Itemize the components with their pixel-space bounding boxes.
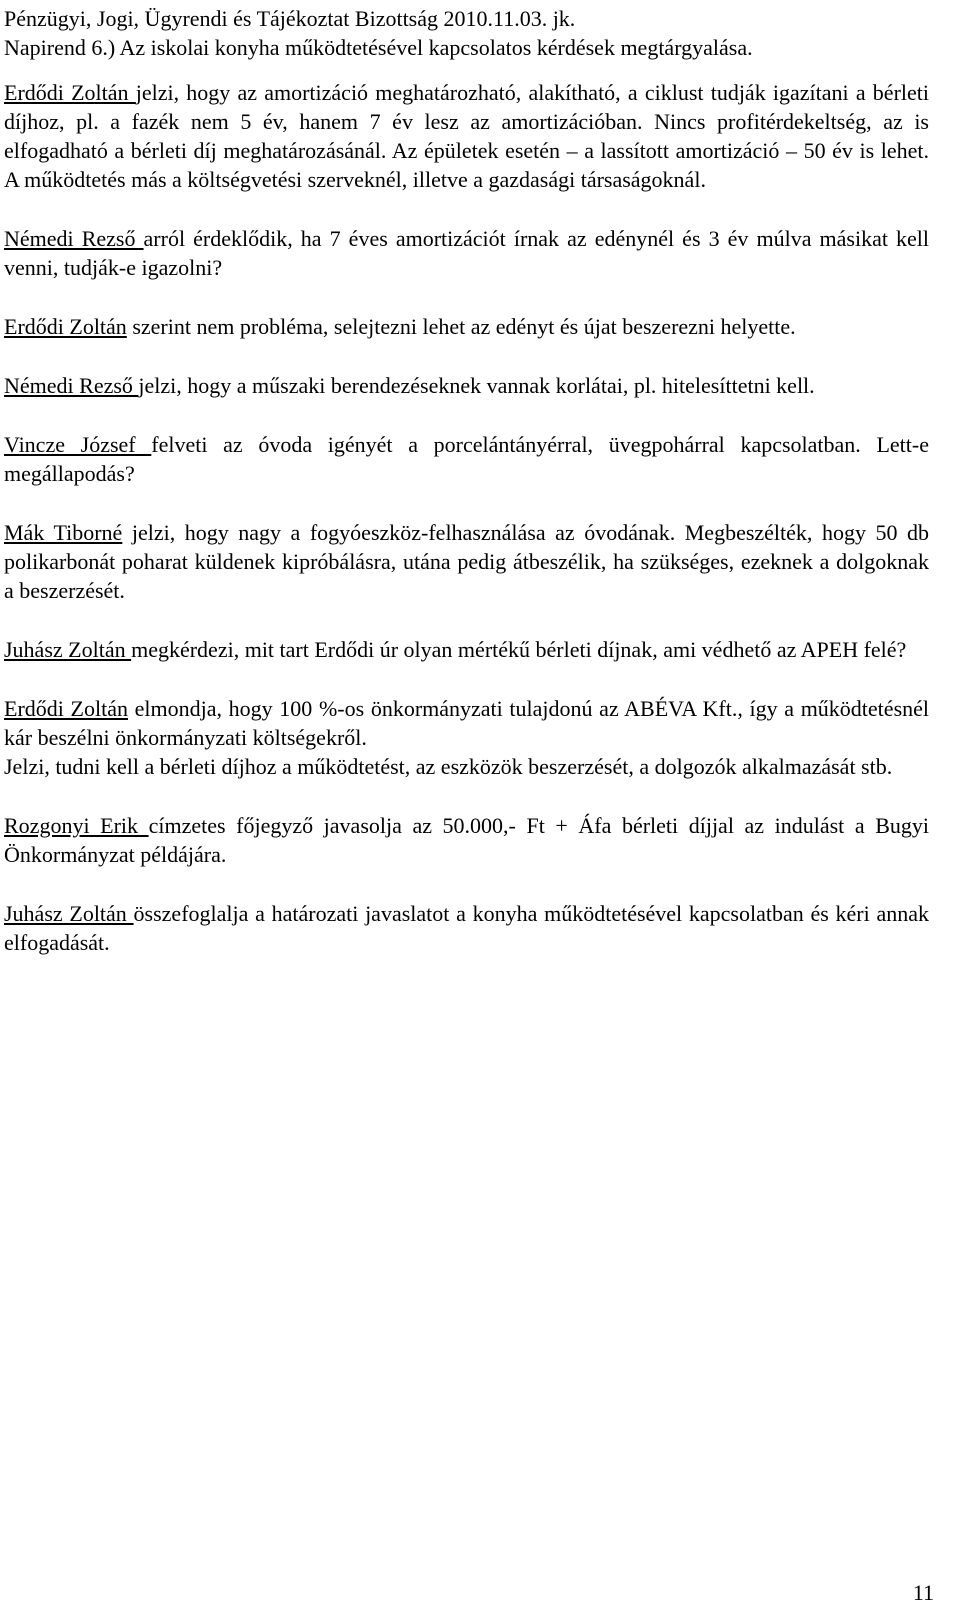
- speaker-name: Némedi Rezső: [4, 226, 144, 251]
- paragraph: [4, 224, 929, 282]
- header-title: Pénzügyi, Jogi, Ügyrendi és Tájékoztat Bizottság 2010.11.03. jk.: [4, 6, 576, 31]
- paragraph-text: megkérdezi, mit tart Erdődi úr olyan mértékű bérleti díjnak, ami védhető az APEH felé?: [131, 637, 907, 662]
- paragraph-text: szerint nem probléma, selejtezni lehet az edényt és újat beszerezni helyette.: [126, 314, 796, 339]
- speaker-name: Erdődi Zoltán: [4, 80, 136, 105]
- paragraph-text: jelzi, hogy nagy a fogyóeszköz-felhasználása az óvodának. Megbeszélték, hogy 50 db polikarbonát poharat küldenek kipróbálásra, utána pedig átbeszélik, ha szükséges, ezeknek a dolgoknak a beszerzését.: [4, 520, 929, 603]
- paragraph-text: arról érdeklődik, ha 7 éves amortizációt írnak az edénynél és 3 év múlva másikat kell venni, tudják-e igazolni?: [4, 226, 930, 280]
- paragraph: [4, 371, 929, 400]
- paragraph: [4, 694, 929, 752]
- paragraph: [4, 78, 929, 194]
- speaker-name: Mák Tiborné: [4, 520, 123, 545]
- speaker-name: Vincze József: [4, 432, 152, 457]
- paragraph-text: jelzi, hogy az amortizáció meghatározható, alakítható, a ciklust tudják igazítani a bérleti díjhoz, pl. a fazék nem 5 év, hanem 7 év lesz az amortizációban. Nincs profitérdekeltség, az is elfogadható a bérleti díj meghatározásánál. Az épületek esetén – a lassított amortizáció – 50 év is lehet. A működtetés más a költségvetési szerveknél, illetve a gazdasági társaságoknál.: [4, 80, 930, 192]
- speaker-name: Erdődi Zoltán: [4, 314, 127, 339]
- speaker-name: Erdődi Zoltán: [4, 696, 128, 721]
- paragraph: [4, 899, 929, 957]
- document-body: [4, 78, 929, 987]
- speaker-name: Juhász Zoltán: [4, 901, 134, 926]
- speaker-name: Némedi Rezső: [4, 373, 139, 398]
- paragraph: [4, 518, 929, 605]
- paragraph: [4, 312, 929, 341]
- paragraph-text: elmondja, hogy 100 %-os önkormányzati tulajdonú az ABÉVA Kft., így a működtetésnél kár beszélni önkormányzati költségekről.: [4, 696, 930, 750]
- paragraph-text: címzetes főjegyző javasolja az 50.000,- Ft + Áfa bérleti díjjal az indulást a Bugyi Önkormányzat példájára.: [4, 813, 929, 867]
- header-agenda: Napirend 6.) Az iskolai konyha működtetésével kapcsolatos kérdések megtárgyalása.: [4, 35, 753, 60]
- paragraph: [4, 811, 929, 869]
- paragraph-text: jelzi, hogy a műszaki berendezéseknek vannak korlátai, pl. hitelesíttetni kell.: [138, 373, 815, 398]
- paragraph: [4, 752, 929, 781]
- speaker-name: Juhász Zoltán: [4, 637, 132, 662]
- page-number: 11: [912, 1580, 934, 1605]
- document-header: [4, 4, 944, 62]
- paragraph-text: összefoglalja a határozati javaslatot a konyha működtetésével kapcsolatban és kéri annak elfogadását.: [4, 901, 929, 955]
- paragraph: [4, 430, 929, 488]
- paragraph: [4, 635, 929, 664]
- paragraph-text: Jelzi, tudni kell a bérleti díjhoz a működtetést, az eszközök beszerzését, a dolgozók alkalmazását stb.: [4, 754, 893, 779]
- paragraph-text: felveti az óvoda igényét a porcelántányérral, üvegpohárral kapcsolatban. Lett-e megállapodás?: [4, 432, 929, 486]
- speaker-name: Rozgonyi Erik: [4, 813, 149, 838]
